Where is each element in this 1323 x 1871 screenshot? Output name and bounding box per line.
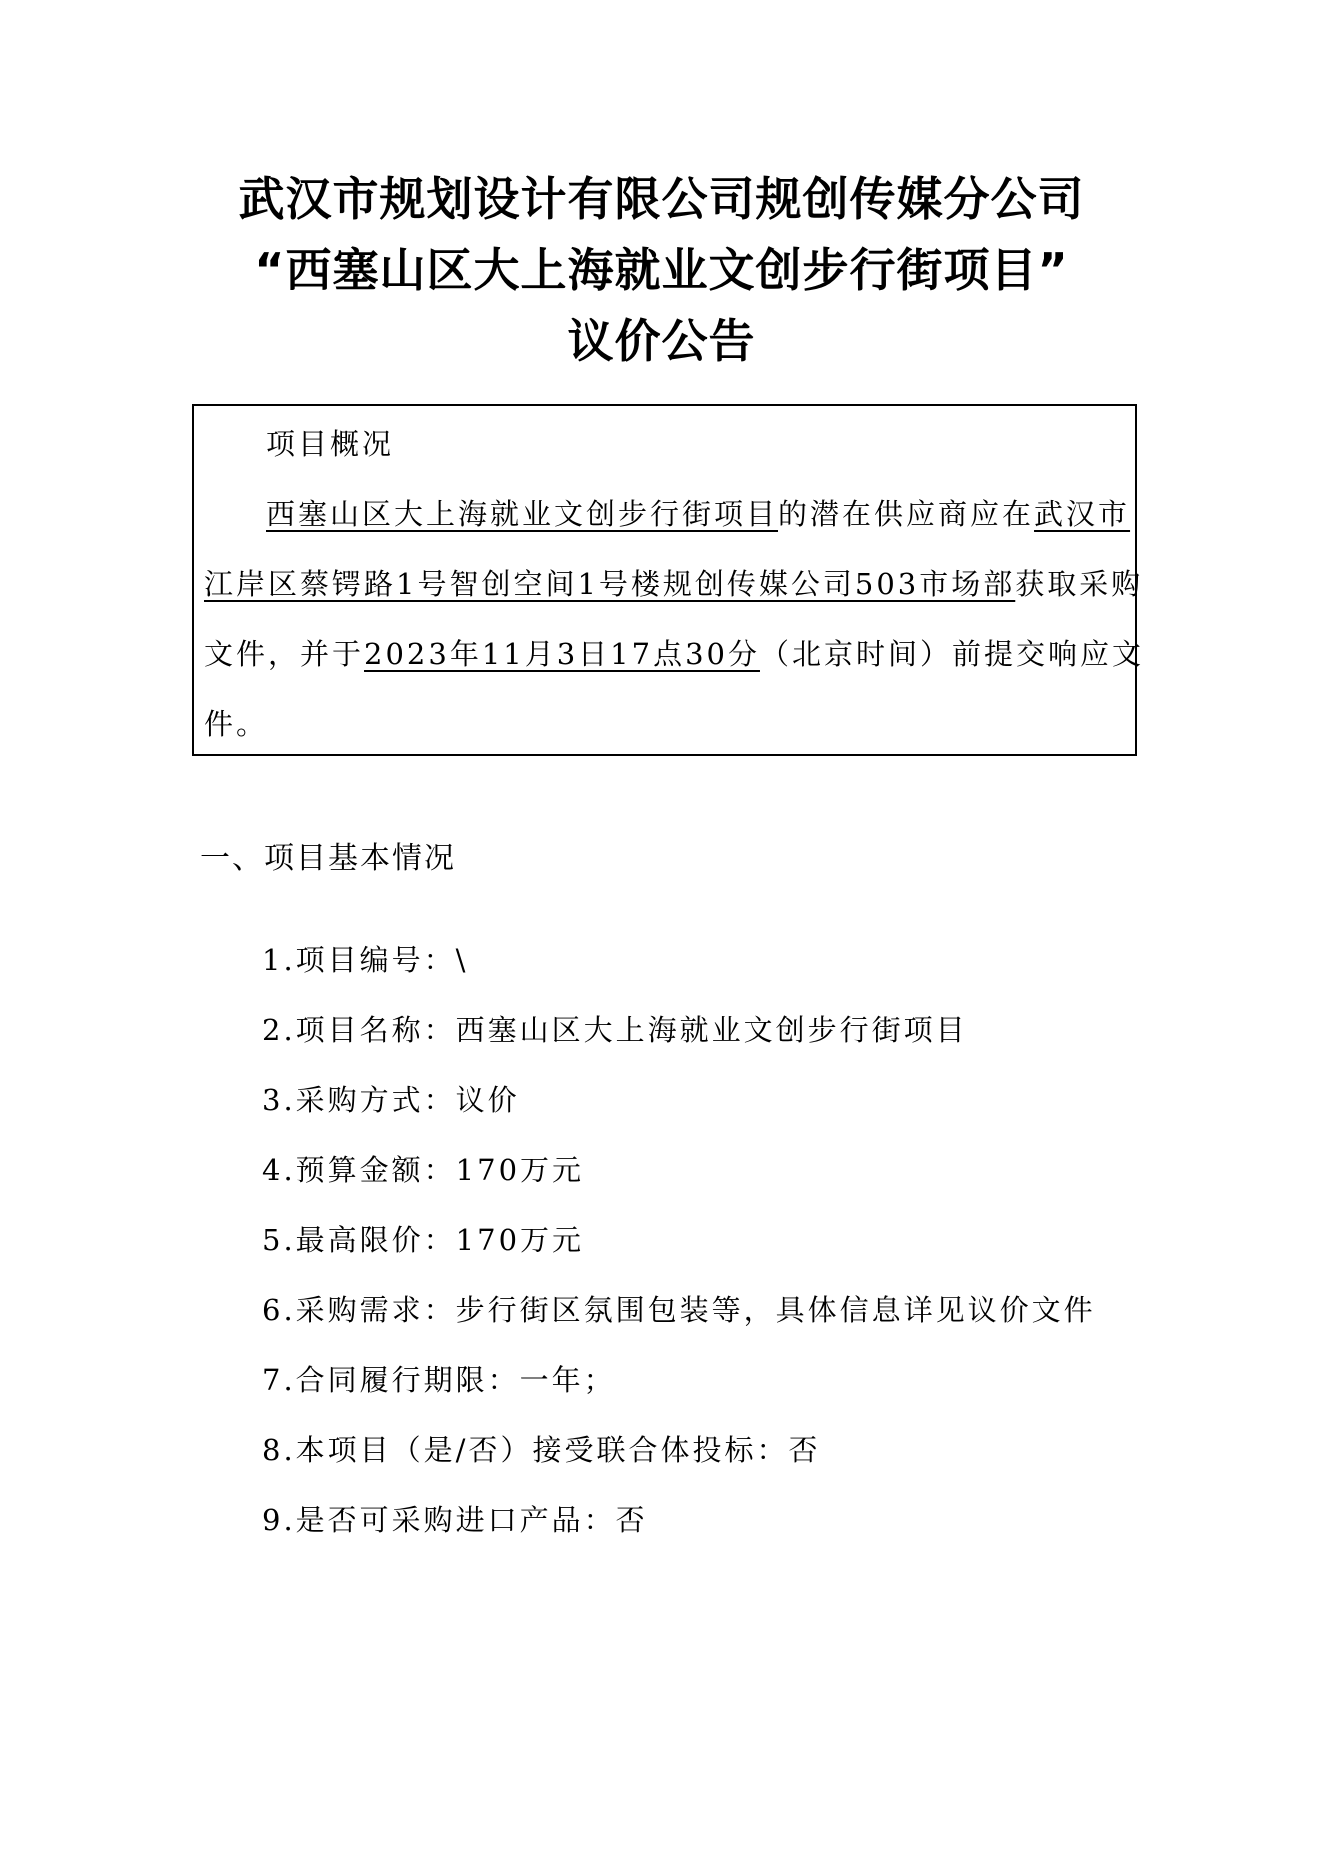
overview-heading: 项目概况 [266, 427, 395, 461]
overview-line-1 [266, 497, 1131, 531]
overview-text-3: 文件，并于 [204, 637, 365, 671]
title-line-1: 武汉市规划设计有限公司规创传媒分公司 [238, 172, 1085, 226]
list-item: 6.采购需求：步行街区氛围包装等，具体信息详见议价文件 [262, 1293, 1096, 1327]
overview-text-1: 的潜在供应商应在 [778, 497, 1035, 531]
list-item: 3.采购方式：议价 [262, 1083, 520, 1117]
list-item: 1.项目编号：\ [262, 943, 469, 977]
address-part-1: 武汉市 [1034, 497, 1131, 531]
overview-line-3 [204, 637, 1144, 671]
deadline-underlined: 2023年11月3日17点30分 [364, 637, 760, 671]
overview-text-4: （北京时间）前提交响应文 [759, 637, 1144, 671]
list-item: 8.本项目（是/否）接受联合体投标：否 [262, 1433, 821, 1467]
project-overview-box [192, 404, 1144, 756]
list-item: 2.项目名称：西塞山区大上海就业文创步行街项目 [262, 1013, 968, 1047]
overview-line-4: 件。 [204, 707, 269, 741]
address-part-2: 江岸区蔡锷路1号智创空间1号楼规创传媒公司503市场部 [204, 567, 1016, 601]
overview-text-2: 获取采购 [1015, 567, 1144, 601]
overview-line-2 [204, 567, 1144, 601]
list-item: 4.预算金额：170万元 [262, 1153, 585, 1187]
section-heading-basic-info: 一、项目基本情况 [200, 841, 456, 876]
list-item: 7.合同履行期限：一年； [262, 1363, 616, 1397]
list-item: 5.最高限价：170万元 [262, 1223, 585, 1257]
list-item: 9.是否可采购进口产品：否 [262, 1503, 648, 1537]
title-line-2: “西塞山区大上海就业文创步行街项目” [254, 243, 1069, 297]
title-line-3: 议价公告 [567, 314, 756, 368]
project-name-underlined: 西塞山区大上海就业文创步行街项目 [266, 497, 779, 531]
